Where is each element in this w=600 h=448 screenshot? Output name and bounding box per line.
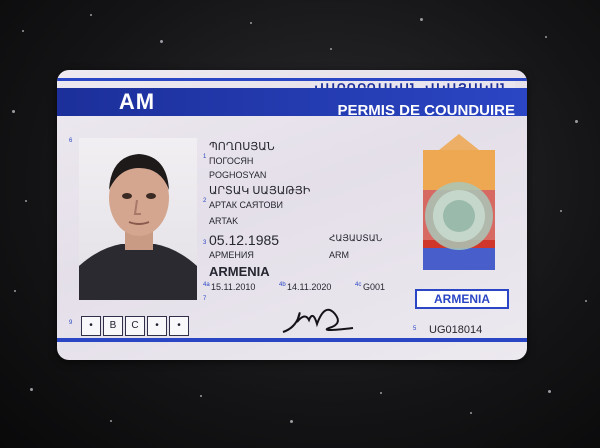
birthplace-russian: АРМЕНИЯ: [209, 250, 254, 260]
category-box: •: [81, 316, 101, 336]
title-french: PERMIS DE COUNDUIRE: [337, 102, 515, 119]
issue-date: 15.11.2010: [211, 282, 256, 292]
given-armenian: ԱՐՏԱԿ ՍԱՅԱԹՅԻ: [209, 185, 311, 197]
surname-latin: POGHOSYAN: [209, 170, 267, 180]
field-number-signature: 7: [203, 296, 207, 302]
field-number-photo: 6: [69, 138, 73, 144]
portrait-image: [79, 138, 197, 300]
given-russian: АРТАК САЯТОВИ: [209, 200, 283, 210]
bottom-stripe: [57, 338, 527, 342]
given-latin: ARTAK: [209, 216, 239, 226]
date-of-birth: 05.12.1985: [209, 232, 280, 248]
category-box: C: [125, 316, 145, 336]
expiry-date: 14.11.2020: [287, 282, 332, 292]
field-number-authority: 4c: [355, 282, 362, 288]
field-number-dob: 3: [203, 240, 207, 246]
nationality-code: ARM: [329, 250, 349, 260]
field-number-given: 2: [203, 198, 207, 204]
holder-signature: [279, 298, 359, 338]
surname-russian: ПОГОСЯН: [209, 156, 254, 166]
category-box: •: [147, 316, 167, 336]
nationality-armenian: ՀԱՅԱՍՏԱՆ: [329, 233, 383, 243]
field-number-expiry: 4b: [279, 282, 286, 288]
field-number-surname: 1: [203, 154, 207, 160]
license-number: UG018014: [429, 324, 483, 336]
issuing-authority: G001: [363, 282, 386, 292]
driving-licence-card: [57, 70, 527, 360]
field-number-license: 5: [413, 326, 417, 332]
country-code: AM: [118, 89, 156, 114]
field-number-issue: 4a: [203, 282, 210, 288]
holder-photo: [79, 138, 197, 300]
category-box: •: [169, 316, 189, 336]
category-box: B: [103, 316, 123, 336]
field-number-category: 9: [69, 320, 73, 326]
country-label: ARMENIA: [415, 289, 509, 309]
hologram-emblem-icon: [409, 130, 509, 290]
birthplace-latin: ARMENIA: [209, 264, 270, 279]
surname-armenian: ՊՈՂՈՍՅԱՆ: [209, 141, 275, 153]
